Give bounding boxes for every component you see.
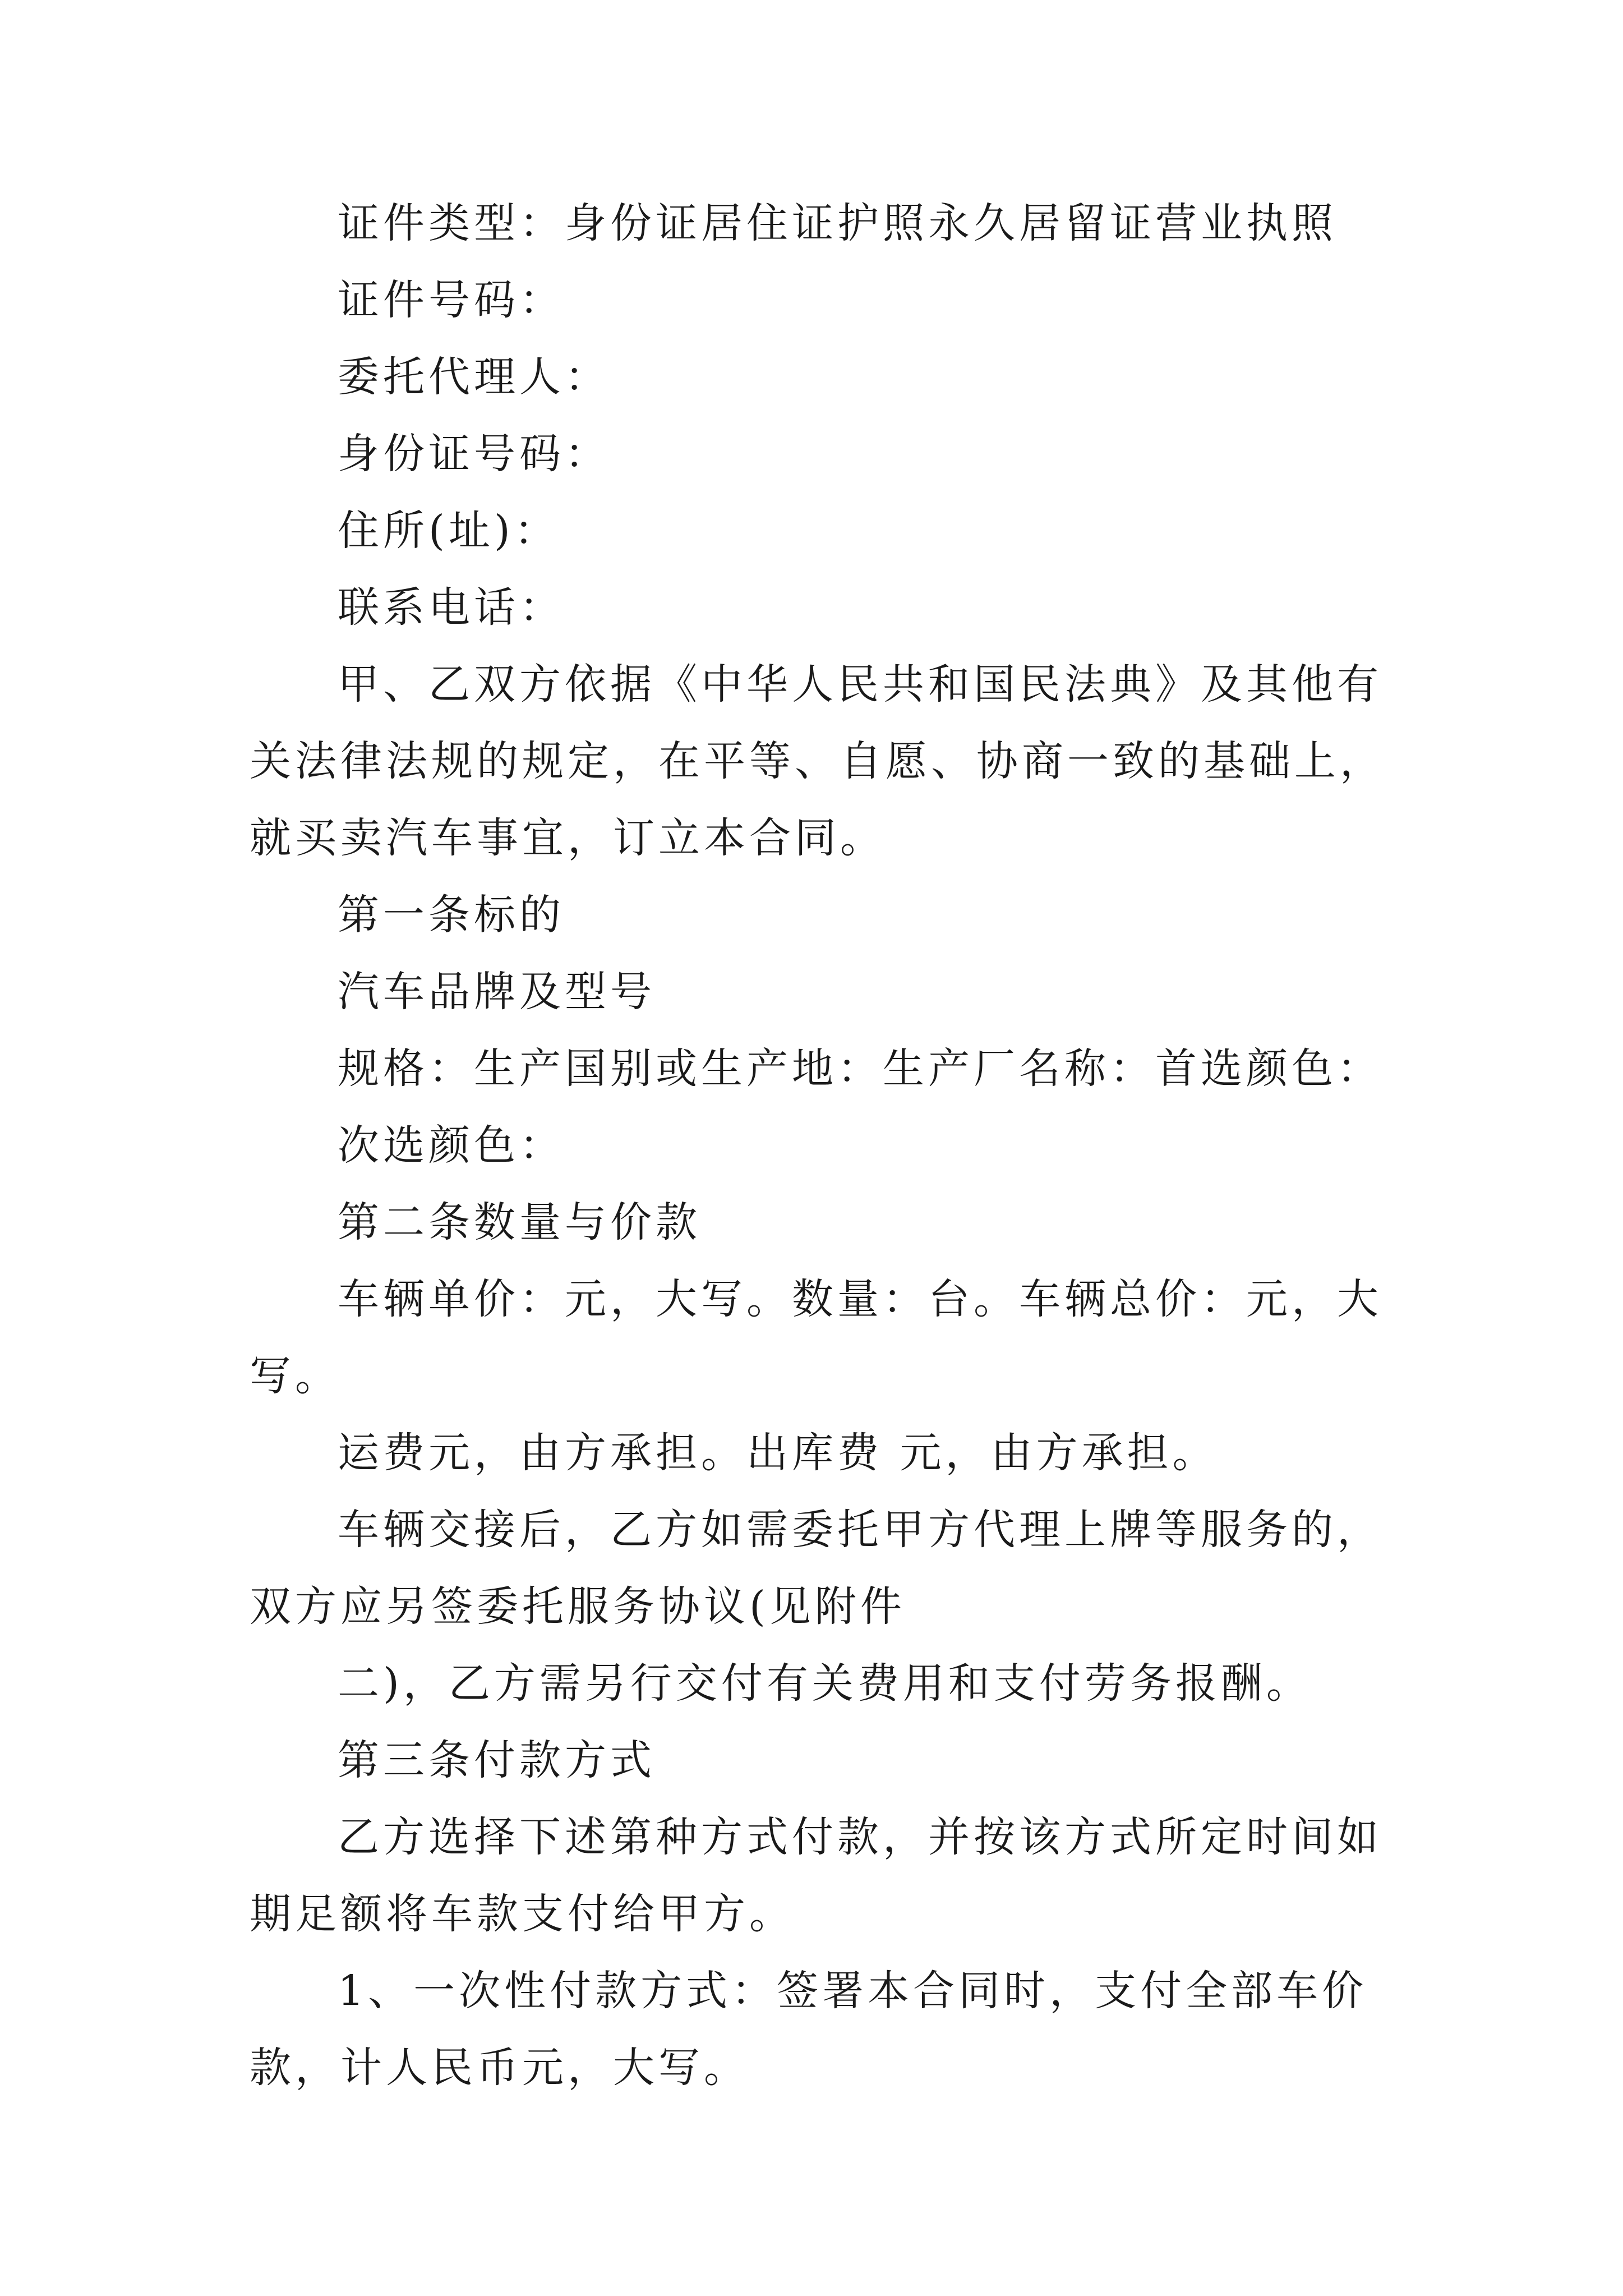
paragraph-agent-id-number: 身份证号码： <box>338 430 610 478</box>
paragraph-preamble: 甲、乙双方依据《中华人民共和国民法典》及其他有关法律法规的规定，在平等、自愿、协商一致的基础上，就买卖汽车事宜，订立本合同。 <box>250 660 1385 862</box>
paragraph-agent: 委托代理人： <box>338 353 610 401</box>
paragraph-address: 住所(址)： <box>338 507 560 555</box>
paragraph-id-type: 证件类型：身份证居住证护照永久居留证营业执照 <box>338 199 1337 247</box>
heading-article-2: 第二条数量与价款 <box>338 1198 701 1246</box>
paragraph-second-color: 次选颜色： <box>338 1121 565 1170</box>
heading-article-1: 第一条标的 <box>338 891 565 939</box>
paragraph-payment-choice: 乙方选择下述第种方式付款，并按该方式所定时间如期足额将车款支付给甲方。 <box>250 1813 1382 1938</box>
paragraph-specs: 规格：生产国别或生产地：生产厂名称：首选颜色： <box>338 1045 1382 1093</box>
paragraph-service-fees: 二)，乙方需另行交付有关费用和支付劳务报酬。 <box>338 1659 1312 1708</box>
paragraph-phone: 联系电话： <box>338 583 565 632</box>
paragraph-handover-service: 车辆交接后，乙方如需委托甲方代理上牌等服务的，双方应另签委托服务协议(见附件 <box>250 1506 1382 1631</box>
paragraph-price: 车辆单价：元，大写。数量：台。车辆总价：元，大写。 <box>250 1275 1382 1400</box>
paragraph-id-number: 证件号码： <box>338 276 565 324</box>
paragraph-brand-model: 汽车品牌及型号 <box>338 968 656 1016</box>
heading-article-3: 第三条付款方式 <box>338 1736 656 1784</box>
paragraph-fees: 运费元，由方承担。出库费 元，由方承担。 <box>338 1429 1218 1477</box>
paragraph-lump-sum: 1、一次性付款方式：签署本合同时，支付全部车价款，计人民币元，大写。 <box>250 1967 1368 2092</box>
document-body <box>250 185 1394 2106</box>
